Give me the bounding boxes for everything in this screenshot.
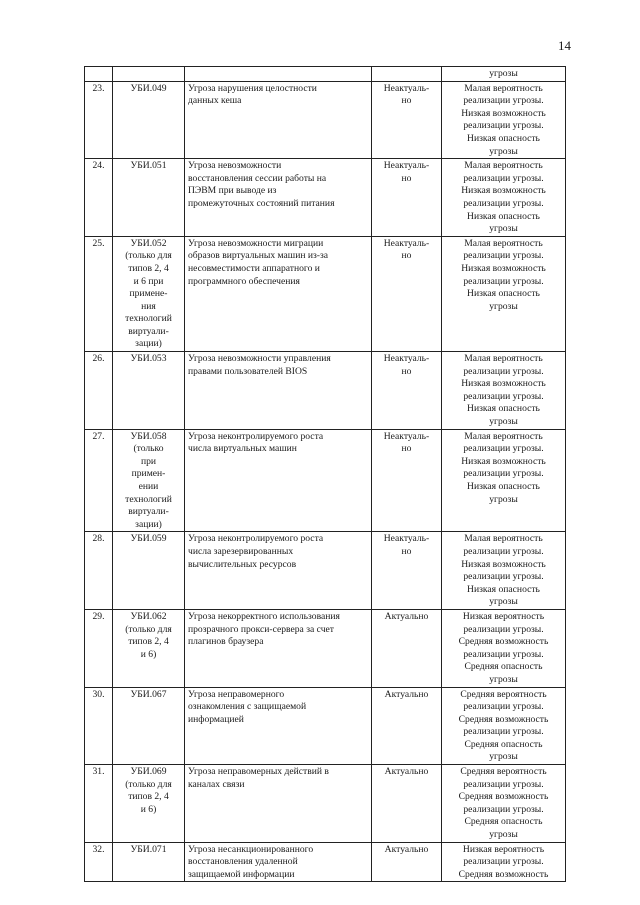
- threat-name: [185, 236, 372, 351]
- assessment: [442, 429, 566, 532]
- relevance-line: но: [401, 545, 412, 557]
- threat-id-line: типов 2, 4: [128, 636, 169, 648]
- assessment-line: Низкая опасность: [467, 481, 540, 492]
- threat-id-line: примене-: [129, 288, 168, 300]
- assessment: [442, 765, 566, 843]
- assessment-line: Низкая возможность: [461, 262, 546, 274]
- threat-name: [185, 532, 372, 610]
- threat-name-line: каналах связи: [188, 778, 245, 790]
- threat-name-line: Угроза нарушения целостности: [188, 82, 317, 94]
- relevance: [372, 81, 442, 159]
- assessment-cell: [442, 67, 566, 82]
- assessment-line: Малая вероятность: [464, 160, 543, 172]
- assessment-line: реализации угрозы.: [463, 443, 544, 455]
- threat-id: [113, 765, 185, 843]
- relevance-line: но: [401, 365, 412, 377]
- threat-table-body: [85, 67, 566, 882]
- threat-name-line: данных кеша: [188, 95, 242, 107]
- threat-id: [113, 609, 185, 687]
- assessment-line: Малая вероятность: [464, 353, 543, 365]
- assessment-line: Малая вероятность: [464, 533, 543, 545]
- threat-id-line: УБИ.071: [130, 843, 167, 855]
- table-row: [85, 842, 566, 882]
- assessment-line: Низкая возможность: [461, 558, 546, 570]
- relevance-line: но: [401, 95, 412, 107]
- assessment-line: Средняя вероятность: [460, 688, 547, 700]
- row-number: 24.: [85, 159, 113, 237]
- assessment-line: реализации угрозы.: [463, 120, 544, 132]
- assessment-line: реализации угрозы.: [463, 545, 544, 557]
- assessment-line: угрозы: [489, 673, 518, 685]
- threat-id-line: УБИ.059: [130, 533, 167, 545]
- threat-name-line: вычислительных ресурсов: [188, 558, 297, 570]
- assessment-line: Средняя возможность: [458, 636, 549, 648]
- assessment-line: угрозы: [489, 223, 518, 235]
- assessment: [442, 352, 566, 430]
- relevance: [372, 687, 442, 765]
- relevance: [372, 429, 442, 532]
- threat-name-line: числа зарезервированных: [188, 545, 294, 557]
- row-number: 30.: [85, 687, 113, 765]
- threat-id-line: УБИ.067: [130, 688, 167, 700]
- assessment-line: Низкая опасность: [467, 132, 540, 144]
- assessment-line: реализации угрозы.: [463, 726, 544, 738]
- threat-id-line: УБИ.053: [130, 353, 167, 365]
- threat-id: [113, 429, 185, 532]
- threat-id: [113, 842, 185, 882]
- assessment-line: Средняя опасность: [464, 738, 543, 750]
- relevance-line: Актуально: [384, 766, 429, 778]
- relevance: [372, 159, 442, 237]
- row-number: 27.: [85, 429, 113, 532]
- threat-name-line: числа виртуальных машин: [188, 443, 297, 455]
- empty-cell: [113, 67, 185, 82]
- assessment-line: угрозы: [489, 829, 518, 841]
- assessment-line: Малая вероятность: [464, 237, 543, 249]
- assessment: [442, 687, 566, 765]
- table-row: [85, 609, 566, 687]
- assessment-line: реализации угрозы.: [463, 275, 544, 287]
- assessment-line: Низкая опасность: [467, 403, 540, 415]
- assessment-line: Низкая возможность: [461, 455, 546, 467]
- threat-id-line: УБИ.051: [130, 160, 167, 172]
- threat-id-line: ении: [138, 481, 159, 492]
- assessment-line: Низкая возможность: [461, 185, 546, 197]
- relevance-line: Неактуаль-: [383, 160, 430, 172]
- assessment-line: Средняя возможность: [458, 868, 549, 880]
- threat-id: [113, 236, 185, 351]
- threat-name-line: Угроза невозможности миграции: [188, 237, 324, 249]
- assessment-line: реализации угрозы.: [463, 468, 544, 480]
- assessment-line: Низкая возможность: [461, 107, 546, 119]
- row-number: 25.: [85, 236, 113, 351]
- assessment-line: Средняя возможность: [458, 791, 549, 803]
- threat-name-line: Угроза неконтролируемого роста: [188, 533, 324, 545]
- threat-id: [113, 532, 185, 610]
- assessment-line: Низкая опасность: [467, 210, 540, 222]
- threat-id-line: УБИ.052: [130, 237, 167, 249]
- threat-id-line: (только: [133, 443, 164, 455]
- threat-id-line: виртуали-: [128, 325, 169, 337]
- threat-name-line: несовместимости аппаратного и: [188, 262, 320, 274]
- threat-name-line: защищаемой информации: [188, 868, 295, 880]
- assessment-cell-line: угрозы: [489, 68, 518, 79]
- table-row: [85, 159, 566, 237]
- assessment-line: Низкая вероятность: [462, 843, 545, 855]
- empty-cell: [85, 67, 113, 82]
- threat-id-line: УБИ.049: [130, 82, 167, 94]
- assessment: [442, 842, 566, 882]
- threat-id-line: технологий: [125, 313, 172, 325]
- assessment-line: реализации угрозы.: [463, 803, 544, 815]
- relevance-line: Неактуаль-: [383, 430, 430, 442]
- assessment-line: реализации угрозы.: [463, 95, 544, 107]
- assessment-line: Средняя опасность: [464, 816, 543, 828]
- table-row: [85, 765, 566, 843]
- assessment-line: реализации угрозы.: [463, 197, 544, 209]
- assessment: [442, 81, 566, 159]
- row-number: 26.: [85, 352, 113, 430]
- threat-name-line: образов виртуальных машин из-за: [188, 250, 329, 262]
- threat-name-line: восстановления сессии работы на: [188, 172, 327, 184]
- assessment: [442, 159, 566, 237]
- assessment-line: угрозы: [489, 751, 518, 763]
- threat-table: [84, 66, 566, 882]
- page-number: 14: [558, 38, 571, 53]
- threat-name-line: ознакомления с защищаемой: [188, 701, 307, 713]
- relevance: [372, 765, 442, 843]
- threat-name: [185, 429, 372, 532]
- relevance: [372, 532, 442, 610]
- assessment-line: угрозы: [489, 416, 518, 428]
- threat-id-line: примен-: [131, 468, 166, 480]
- threat-id-line: (только для: [125, 778, 172, 790]
- assessment-line: реализации угрозы.: [463, 623, 544, 635]
- assessment-line: угрозы: [489, 493, 518, 505]
- threat-id-line: и 6): [140, 648, 157, 660]
- assessment-line: Малая вероятность: [464, 430, 543, 442]
- assessment-line: реализации угрозы.: [463, 172, 544, 184]
- relevance-line: Актуально: [384, 688, 429, 700]
- table-row: [85, 81, 566, 159]
- threat-name-line: Угроза несанкционированного: [188, 843, 314, 855]
- threat-name-line: информацией: [188, 713, 244, 725]
- threat-name-line: Угроза некорректного использования: [188, 610, 340, 622]
- empty-cell: [372, 67, 442, 82]
- threat-name-line: Угроза неправомерного: [188, 688, 285, 700]
- threat-id-line: и 6): [140, 803, 157, 815]
- relevance: [372, 352, 442, 430]
- relevance: [372, 236, 442, 351]
- row-number: 32.: [85, 842, 113, 882]
- assessment-line: реализации угрозы.: [463, 571, 544, 583]
- threat-name: [185, 765, 372, 843]
- relevance-line: Неактуаль-: [383, 82, 430, 94]
- assessment-line: реализации угрозы.: [463, 250, 544, 262]
- table-row: [85, 352, 566, 430]
- assessment-line: Средняя вероятность: [460, 766, 547, 778]
- threat-name: [185, 842, 372, 882]
- threat-id-line: ния: [141, 300, 156, 312]
- threat-name-line: Угроза невозможности управления: [188, 353, 331, 365]
- threat-id-line: УБИ.069: [130, 766, 167, 778]
- row-number: 23.: [85, 81, 113, 159]
- row-number: 28.: [85, 532, 113, 610]
- assessment-line: реализации угрозы.: [463, 390, 544, 402]
- threat-name-line: прозрачного прокси-сервера за счет: [188, 623, 334, 635]
- threat-name: [185, 687, 372, 765]
- assessment-line: Средняя опасность: [464, 661, 543, 673]
- threat-id-line: технологий: [125, 493, 172, 505]
- relevance-line: Неактуаль-: [383, 533, 430, 545]
- threat-name-line: ПЭВМ при выводе из: [188, 185, 277, 197]
- threat-name-line: Угроза неправомерных действий в: [188, 766, 329, 778]
- threat-id: [113, 159, 185, 237]
- threat-id-line: УБИ.058: [130, 430, 167, 442]
- assessment-line: Низкая опасность: [467, 583, 540, 595]
- relevance-line: Неактуаль-: [383, 353, 430, 365]
- threat-name-line: восстановления удаленной: [188, 856, 298, 868]
- assessment: [442, 609, 566, 687]
- threat-id: [113, 687, 185, 765]
- threat-id: [113, 81, 185, 159]
- threat-id-line: типов 2, 4: [128, 262, 169, 274]
- table-row: [85, 532, 566, 610]
- table-row-continuation: [85, 67, 566, 82]
- relevance: [372, 609, 442, 687]
- threat-id-line: зации): [135, 338, 162, 350]
- relevance-line: но: [401, 443, 412, 455]
- assessment-line: Средняя возможность: [458, 713, 549, 725]
- threat-id-line: УБИ.062: [130, 610, 167, 622]
- row-number: 29.: [85, 609, 113, 687]
- relevance-line: Актуально: [384, 843, 429, 855]
- relevance: [372, 842, 442, 882]
- threat-id-line: при: [140, 455, 157, 467]
- table-row: [85, 687, 566, 765]
- threat-name-line: правами пользователей BIOS: [188, 365, 308, 377]
- assessment-line: реализации угрозы.: [463, 856, 544, 868]
- table-row: [85, 236, 566, 351]
- threat-id-line: (только для: [125, 623, 172, 635]
- threat-name: [185, 609, 372, 687]
- assessment-line: реализации угрозы.: [463, 778, 544, 790]
- threat-id-line: зации): [135, 518, 162, 530]
- threat-name: [185, 159, 372, 237]
- threat-id-line: типов 2, 4: [128, 791, 169, 803]
- threat-id: [113, 352, 185, 430]
- empty-cell: [185, 67, 372, 82]
- assessment: [442, 236, 566, 351]
- threat-id-line: виртуали-: [128, 506, 169, 518]
- assessment-line: реализации угрозы.: [463, 648, 544, 660]
- assessment-line: угрозы: [489, 300, 518, 312]
- threat-name-line: программного обеспечения: [188, 275, 300, 287]
- threat-name: [185, 81, 372, 159]
- threat-name-line: плагинов браузера: [188, 636, 264, 648]
- row-number: 31.: [85, 765, 113, 843]
- assessment: [442, 532, 566, 610]
- assessment-line: угрозы: [489, 145, 518, 157]
- assessment-line: Низкая вероятность: [462, 610, 545, 622]
- table-row: [85, 429, 566, 532]
- relevance-line: но: [401, 172, 412, 184]
- assessment-line: Низкая возможность: [461, 378, 546, 390]
- relevance-line: но: [401, 250, 412, 262]
- assessment-line: реализации угрозы.: [463, 365, 544, 377]
- relevance-line: Актуально: [384, 610, 429, 622]
- threat-name: [185, 352, 372, 430]
- threat-id-line: и 6 при: [133, 275, 164, 287]
- threat-name-line: промежуточных состояний питания: [188, 197, 335, 209]
- relevance-line: Неактуаль-: [383, 237, 430, 249]
- threat-name-line: Угроза невозможности: [188, 160, 282, 172]
- threat-id-line: (только для: [125, 250, 172, 262]
- assessment-line: реализации угрозы.: [463, 701, 544, 713]
- assessment-line: Низкая опасность: [467, 288, 540, 300]
- threat-name-line: Угроза неконтролируемого роста: [188, 430, 324, 442]
- assessment-line: Малая вероятность: [464, 82, 543, 94]
- assessment-line: угрозы: [489, 596, 518, 608]
